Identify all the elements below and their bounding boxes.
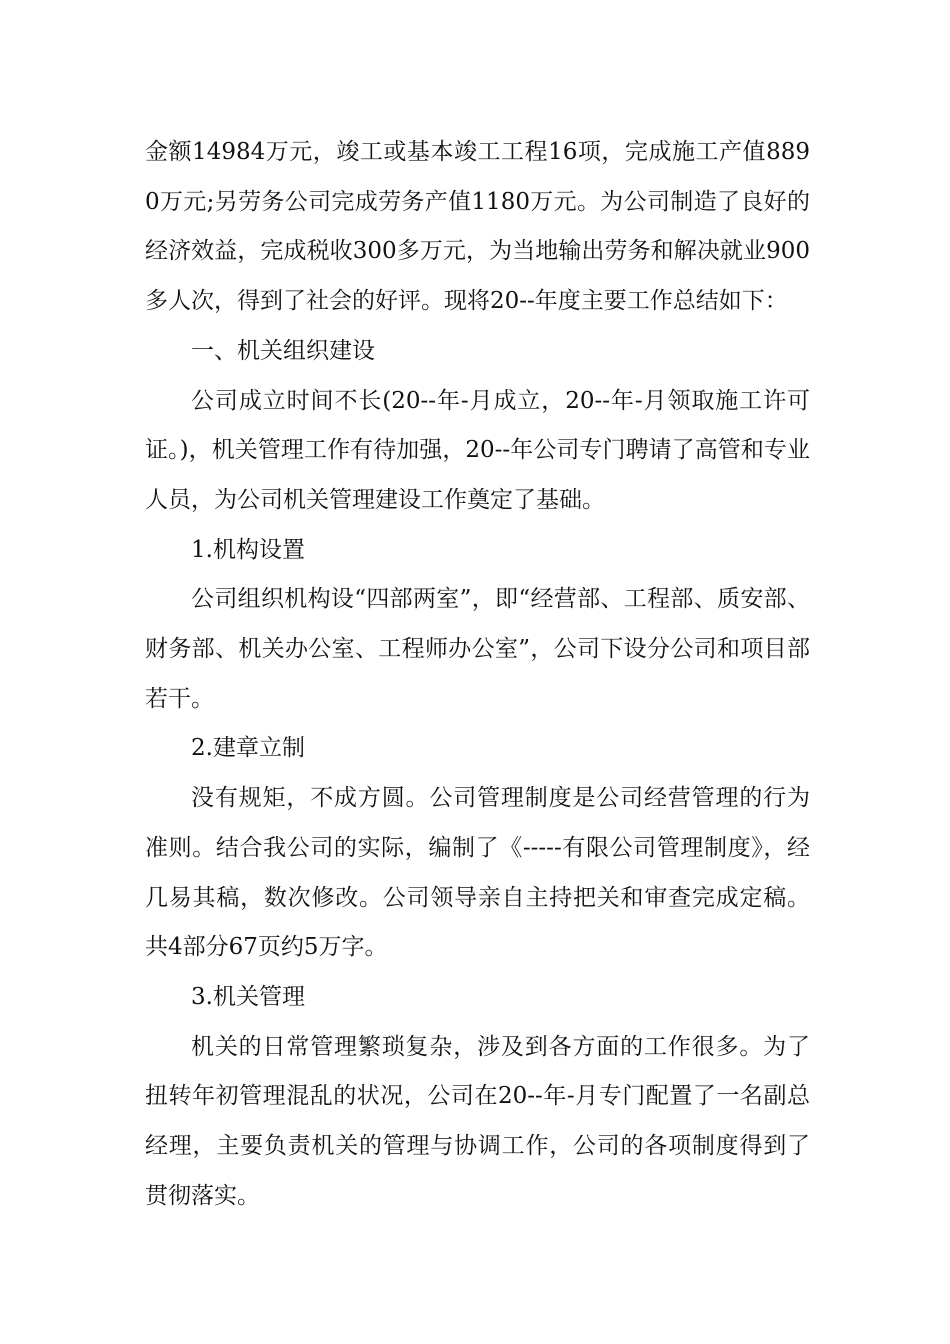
- paragraph-rules: 没有规矩，不成方圆。公司管理制度是公司经营管理的行为准则。结合我公司的实际，编制了《-----有限公司管理制度》，经几易其稿，数次修改。公司领导亲自主持把关和审查完成定稿。共4部分67页约5万字。: [145, 785, 810, 961]
- document-body: [145, 128, 810, 1221]
- section-heading-organization: 一、机关组织建设: [191, 337, 375, 364]
- paragraph-management: 机关的日常管理繁琐复杂，涉及到各方面的工作很多。为了扭转年初管理混乱的状况，公司在20--年-月专门配置了一名副总经理，主要负责机关的管理与协调工作，公司的各项制度得到了贯彻落实。: [145, 1033, 810, 1209]
- paragraph-structure: 公司组织机构设“四部两室”，即“经营部、工程部、质安部、财务部、机关办公室、工程师办公室”，公司下设分公司和项目部若干。: [145, 586, 810, 712]
- subheading-management: 3.机关管理: [191, 983, 305, 1010]
- paragraph-intro: 金额14984万元，竣工或基本竣工工程16项，完成施工产值8890万元;另劳务公司完成劳务产值1180万元。为公司制造了良好的经济效益，完成税收300多万元，为当地输出劳务和解决就业900多人次，得到了社会的好评。现将20--年度主要工作总结如下：: [145, 139, 810, 315]
- paragraph-organization: 公司成立时间不长(20--年-月成立，20--年-月领取施工许可证。)，机关管理工作有待加强，20--年公司专门聘请了高管和专业人员，为公司机关管理建设工作奠定了基础。: [145, 387, 810, 513]
- subheading-structure: 1.机构设置: [191, 536, 305, 563]
- subheading-rules: 2.建章立制: [191, 735, 305, 762]
